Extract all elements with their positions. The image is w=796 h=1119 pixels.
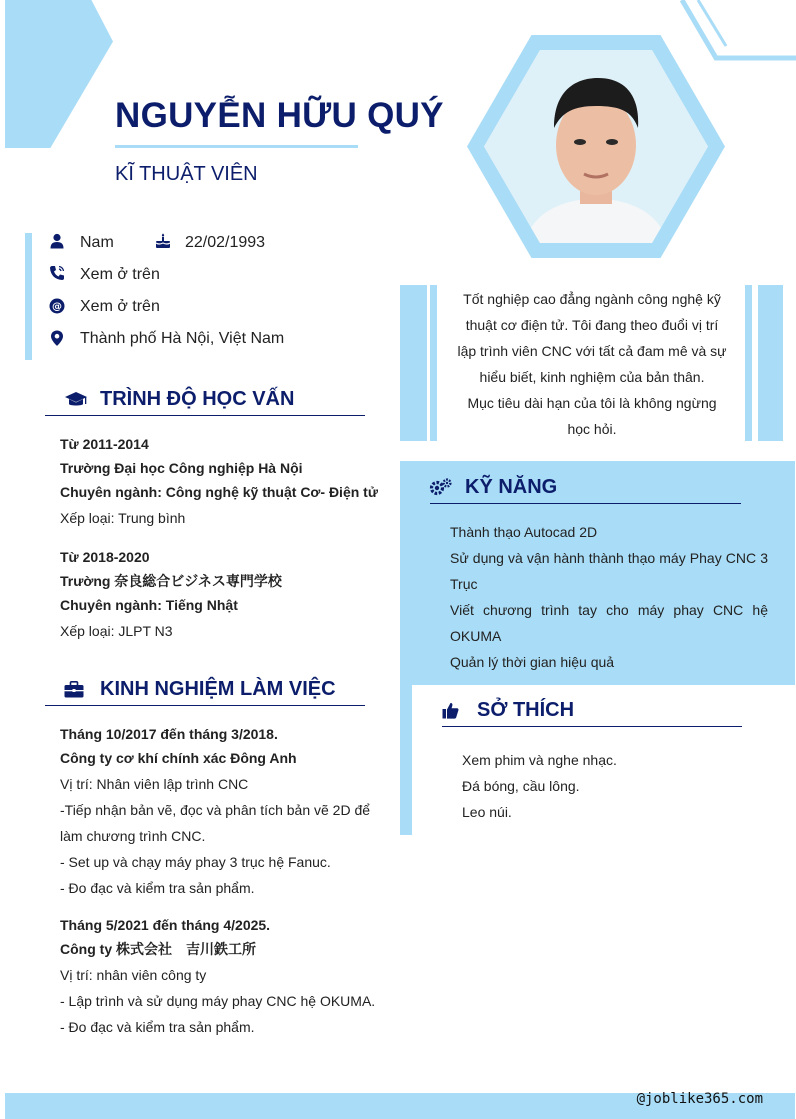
experience-detail: Vị trí: Nhân viên lập trình CNC — [60, 776, 249, 792]
cake-icon — [155, 233, 171, 249]
map-pin-icon — [49, 330, 65, 346]
svg-text:@: @ — [52, 301, 62, 313]
education-school: Trường Đại học Công nghiệp Hà Nội — [60, 460, 303, 476]
skills-heading: KỸ NĂNG — [465, 476, 558, 498]
education-period: Từ 2011-2014 — [60, 436, 149, 452]
at-sign-icon — [49, 298, 65, 314]
hobby-item: Xem phim và nghe nhạc. — [462, 752, 617, 768]
experience-detail: - Lập trình và sử dụng máy phay CNC hệ OKUMA. — [60, 993, 376, 1009]
education-grade: Xếp loại: Trung bình — [60, 510, 186, 526]
education-major: Chuyên ngành: Tiếng Nhật — [60, 597, 238, 613]
gears-icon — [429, 478, 453, 496]
hobby-item: Đá bóng, cầu lông. — [462, 778, 580, 794]
experience-period: Tháng 10/2017 đến tháng 3/2018. — [60, 726, 278, 742]
footer-watermark: @joblike365.com — [636, 1091, 763, 1107]
email-value: Xem ở trên — [80, 298, 160, 315]
summary-accent-right-thin — [745, 285, 752, 441]
summary-line: học hỏi. — [567, 421, 617, 437]
experience-period: Tháng 5/2021 đến tháng 4/2025. — [60, 917, 271, 933]
experience-entry — [60, 722, 370, 901]
skill-item: Sử dụng và vận hành thành thạo máy Phay CNC 3 Trục — [450, 550, 768, 592]
corner-decoration-right — [680, 0, 796, 62]
experience-company: Công ty cơ khí chính xác Đông Anh — [60, 750, 297, 766]
summary-line: hiểu biết, kinh nghiệm của bản thân. — [479, 369, 705, 385]
name-underline — [115, 145, 358, 148]
thumbs-up-icon — [442, 702, 459, 719]
experience-detail: -Tiếp nhận bản vẽ, đọc và phân tích bản vẽ 2D để — [60, 802, 371, 818]
person-icon — [49, 233, 65, 249]
contact-accent-bar — [25, 233, 32, 360]
education-period: Từ 2018-2020 — [60, 549, 150, 565]
skills-list — [450, 519, 768, 675]
skills-divider — [430, 503, 741, 504]
education-school: Trường 奈良総合ビジネス専門学校 — [60, 573, 282, 589]
experience-company: Công ty 株式会社 吉川鉄工所 — [60, 941, 256, 957]
phone-value: Xem ở trên — [80, 266, 160, 283]
education-grade: Xếp loại: JLPT N3 — [60, 623, 173, 639]
summary-line: thuật cơ điện tử. Tôi đang theo đuổi vị trí — [465, 317, 719, 333]
skill-item: Thành thạo Autocad 2D — [450, 524, 598, 540]
experience-divider — [45, 705, 365, 706]
education-entry — [60, 432, 378, 531]
summary-line: lập trình viên CNC với tất cả đam mê và sự — [457, 343, 727, 359]
corner-decoration-left — [5, 0, 113, 148]
education-major: Chuyên ngành: Công nghệ kỹ thuật Cơ- Điện tử — [60, 484, 378, 500]
summary-accent-left-thin — [430, 285, 437, 441]
gender-value: Nam — [80, 234, 114, 251]
summary-line: Mục tiêu dài hạn của tôi là không ngừng — [467, 395, 717, 411]
experience-heading: KINH NGHIỆM LÀM VIỆC — [100, 678, 336, 700]
birthday-value: 22/02/1993 — [185, 234, 266, 251]
hobbies-accent-bar — [400, 685, 412, 835]
hobby-item: Leo núi. — [462, 804, 512, 820]
job-title: KĨ THUẬT VIÊN — [115, 163, 258, 185]
hobbies-divider — [442, 726, 742, 727]
summary-accent-right — [758, 285, 783, 441]
candidate-name: NGUYỄN HỮU QUÝ — [115, 96, 444, 135]
summary-text — [452, 286, 732, 442]
address-value: Thành phố Hà Nội, Việt Nam — [80, 330, 285, 347]
experience-detail: - Đo đạc và kiểm tra sản phẩm. — [60, 1019, 255, 1035]
skill-item: Quản lý thời gian hiệu quả — [450, 654, 615, 670]
skill-item: Viết chương trình tay cho máy phay CNC hệ OKUMA — [450, 602, 768, 644]
briefcase-icon — [64, 681, 84, 698]
education-divider — [45, 415, 365, 416]
education-entry — [60, 545, 282, 644]
graduation-cap-icon — [64, 391, 88, 409]
summary-accent-left — [400, 285, 427, 441]
hobbies-list — [462, 747, 617, 825]
experience-entry — [60, 913, 375, 1040]
experience-detail: làm chương trình CNC. — [60, 828, 206, 844]
phone-icon — [49, 265, 65, 281]
experience-detail: - Set up và chạy máy phay 3 trục hệ Fanuc. — [60, 854, 331, 870]
experience-detail: - Đo đạc và kiểm tra sản phẩm. — [60, 880, 255, 896]
education-heading: TRÌNH ĐỘ HỌC VẤN — [100, 388, 295, 410]
experience-detail: Vị trí: nhân viên công ty — [60, 967, 207, 983]
hobbies-heading: SỞ THÍCH — [477, 699, 575, 721]
summary-line: Tốt nghiệp cao đẳng ngành công nghệ kỹ — [463, 291, 721, 307]
